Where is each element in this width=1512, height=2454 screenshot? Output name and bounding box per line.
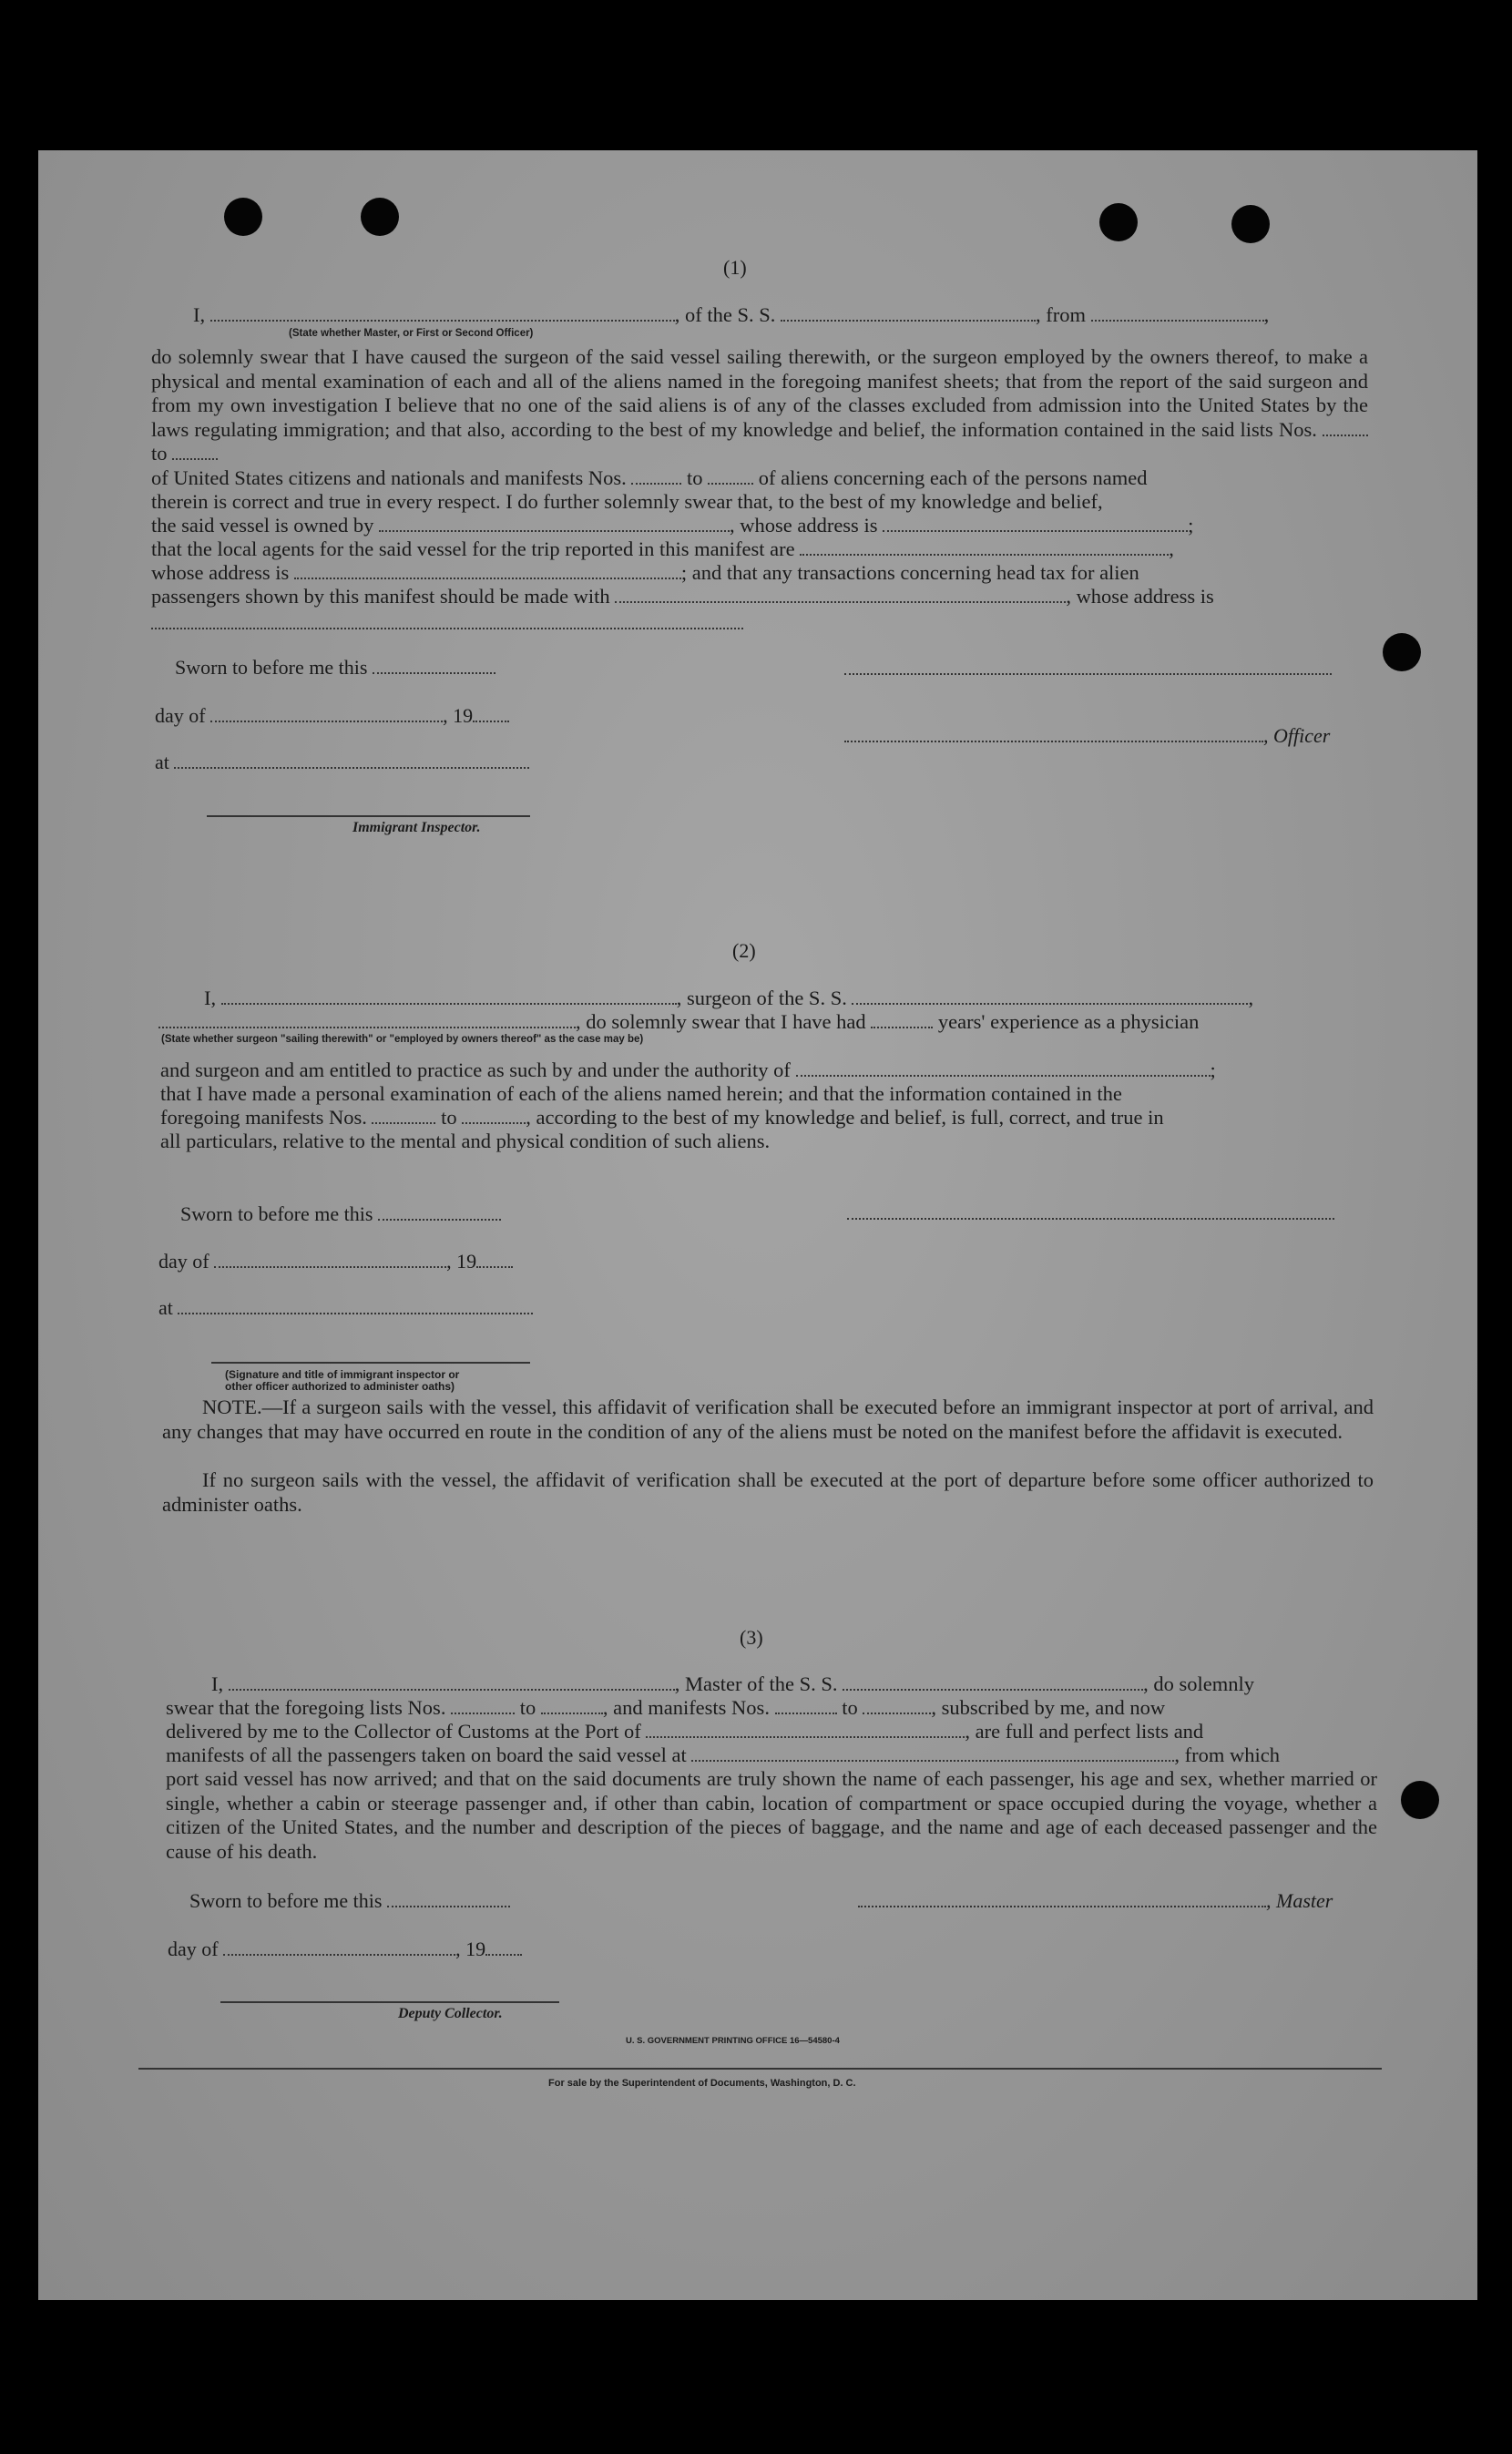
blank-s2-manifest-to[interactable] bbox=[462, 1122, 526, 1124]
s1-sworn bbox=[175, 656, 495, 680]
blank-sworn-year[interactable] bbox=[473, 721, 509, 722]
s1-text: ; and that any transactions concerning head tax for alien bbox=[680, 561, 1139, 584]
deputy-collector-caption: Deputy Collector. bbox=[398, 2006, 503, 2021]
s1-text: to bbox=[151, 442, 168, 465]
s2-at bbox=[158, 1296, 533, 1320]
s3-line-1 bbox=[211, 1672, 1254, 1696]
blank-master-name[interactable] bbox=[229, 1689, 675, 1691]
blank-owner-address[interactable] bbox=[883, 530, 1188, 532]
s3-dayof bbox=[168, 1938, 522, 1961]
s3-text: , do solemnly bbox=[1143, 1672, 1254, 1695]
blank-port-of-embarkation[interactable] bbox=[691, 1760, 1174, 1762]
s1-line-owned bbox=[151, 514, 1193, 537]
deputy-collector-signature-line[interactable] bbox=[220, 2001, 559, 2003]
s2-line-2 bbox=[158, 1010, 1199, 1034]
s1-text: , whose address is bbox=[729, 514, 878, 537]
blank-sworn-month[interactable] bbox=[210, 721, 443, 722]
inspector-caption: Immigrant Inspector. bbox=[352, 820, 481, 835]
s3-text: swear that the foregoing lists Nos. bbox=[166, 1696, 446, 1719]
blank-authority[interactable] bbox=[796, 1075, 1211, 1077]
punch-hole bbox=[224, 198, 262, 236]
blank-s3-sworn-year[interactable] bbox=[485, 1954, 522, 1956]
s1-line-whose bbox=[151, 561, 1139, 585]
s3-sworn bbox=[189, 1889, 510, 1913]
blank-lists-to[interactable] bbox=[172, 458, 218, 460]
s1-text: at bbox=[155, 751, 169, 773]
punch-hole bbox=[1401, 1781, 1439, 1819]
s3-line-4 bbox=[166, 1743, 1280, 1767]
blank-years-experience[interactable] bbox=[871, 1027, 933, 1028]
s1-text: passengers shown by this manifest should be made with bbox=[151, 585, 610, 608]
blank-surgeon-status[interactable] bbox=[158, 1027, 576, 1028]
s1-text: , of the S. S. bbox=[674, 303, 776, 326]
s3-text: , subscribed by me, and now bbox=[931, 1696, 1166, 1719]
s2-text: , do solemnly swear that I have had bbox=[576, 1010, 866, 1033]
s1-text: , bbox=[1169, 537, 1174, 560]
s2-sig-caption-2: other officer authorized to administer oaths) bbox=[225, 1380, 455, 1393]
punch-hole bbox=[1383, 633, 1421, 671]
s1-text: of aliens concerning each of the persons named bbox=[758, 466, 1148, 489]
s3-master-signature bbox=[858, 1889, 1333, 1913]
s1-text: of United States citizens and nationals and manifests Nos. bbox=[151, 466, 627, 489]
blank-head-tax-address[interactable] bbox=[151, 628, 743, 629]
s2-text: , according to the best of my knowledge and belief, is full, correct, and true in bbox=[526, 1106, 1164, 1129]
blank-s2-sworn-month[interactable] bbox=[214, 1266, 446, 1268]
footer-rule bbox=[138, 2068, 1382, 2070]
s1-text: to bbox=[687, 466, 703, 489]
officer-signature-line-1[interactable] bbox=[844, 673, 1332, 675]
s1-at bbox=[155, 751, 529, 774]
s1-line-passengers bbox=[151, 585, 1214, 608]
blank-vessel-name[interactable] bbox=[781, 320, 1036, 322]
s2-text: , bbox=[1248, 987, 1254, 1009]
s3-paragraph: port said vessel has now arrived; and that on the said documents are truly shown the name of each passenger, his age and sex, whether married or single, whether a cabin or steerage passenger and, if other than cabin, location of compartment or space occupied during the voyage, whether a citizen of the United States, and the number and description of the pieces of baggage, and the name and age of each deceased passenger and the cause of his death. bbox=[166, 1767, 1377, 1863]
section-1-number: (1) bbox=[723, 256, 747, 279]
s1-text: , bbox=[1263, 303, 1270, 326]
s2-text: at bbox=[158, 1296, 173, 1319]
blank-s3-lists-from[interactable] bbox=[451, 1713, 515, 1714]
s2-text: , 19 bbox=[446, 1250, 477, 1273]
blank-s2-sworn-place[interactable] bbox=[178, 1313, 533, 1314]
s2-text: foregoing manifests Nos. bbox=[160, 1106, 367, 1129]
master-caption: , Master bbox=[1266, 1889, 1333, 1912]
s2-surgeon-hint: (State whether surgeon "sailing therewith" or "employed by owners thereof" as the case may be) bbox=[161, 1034, 644, 1045]
blank-lists-from[interactable] bbox=[1323, 435, 1368, 436]
s2-text: years' experience as a physician bbox=[937, 1010, 1200, 1033]
officer-signature bbox=[844, 724, 1330, 748]
s1-text: the said vessel is owned by bbox=[151, 514, 374, 537]
gpo-imprint: U. S. GOVERNMENT PRINTING OFFICE 16—54580-4 bbox=[626, 2036, 840, 2046]
s3-text: , from which bbox=[1174, 1743, 1280, 1766]
s3-text: , are full and perfect lists and bbox=[965, 1720, 1204, 1743]
form-page bbox=[38, 150, 1477, 2300]
blank-s3-lists-to[interactable] bbox=[541, 1713, 603, 1714]
s1-line-1 bbox=[193, 303, 1269, 327]
punch-hole bbox=[361, 198, 399, 236]
s2-line-5 bbox=[160, 1106, 1164, 1130]
blank-s3-vessel[interactable] bbox=[843, 1689, 1143, 1691]
officer-signature-line-2[interactable] bbox=[844, 741, 1263, 742]
s2-text: ; bbox=[1210, 1058, 1216, 1081]
s3-line-3 bbox=[166, 1720, 1203, 1743]
blank-agents-address[interactable] bbox=[294, 578, 681, 579]
s1-line-us-citizens bbox=[151, 466, 1148, 490]
blank-owner[interactable] bbox=[379, 530, 730, 532]
s1-text: whose address is bbox=[151, 561, 290, 584]
blank-surgeon-name[interactable] bbox=[221, 1003, 677, 1005]
section-3-number: (3) bbox=[740, 1626, 763, 1649]
blank-agents[interactable] bbox=[800, 554, 1169, 556]
blank-s3-sworn-month[interactable] bbox=[223, 1954, 455, 1956]
blank-s2-sworn-year[interactable] bbox=[476, 1266, 513, 1268]
s1-text: , 19 bbox=[443, 704, 474, 727]
s2-line-4: that I have made a personal examination of each of the aliens named herein; and that the information contained in the bbox=[160, 1082, 1122, 1105]
blank-s3-manifest-from[interactable] bbox=[775, 1713, 837, 1714]
s1-text: that the local agents for the said vessel for the trip reported in this manifest are bbox=[151, 537, 795, 560]
sale-notice: For sale by the Superintendent of Documents, Washington, D. C. bbox=[548, 2078, 856, 2089]
blank-manifest-to[interactable] bbox=[708, 483, 753, 485]
s3-text: day of bbox=[168, 1938, 219, 1960]
punch-hole bbox=[1099, 203, 1138, 241]
s2-text: I, bbox=[204, 987, 217, 1009]
inspector-signature-line[interactable] bbox=[207, 815, 530, 817]
s3-text: to bbox=[842, 1696, 858, 1719]
blank-sworn-day[interactable] bbox=[373, 672, 495, 674]
s3-line-2 bbox=[166, 1696, 1165, 1720]
s2-line-6: all particulars, relative to the mental and physical condition of such aliens. bbox=[160, 1130, 771, 1152]
punch-hole bbox=[1231, 205, 1270, 243]
s3-text: , Master of the S. S. bbox=[674, 1672, 838, 1695]
s3-text: , 19 bbox=[455, 1938, 486, 1960]
s1-text: , from bbox=[1036, 303, 1087, 326]
s1-text: I, bbox=[193, 303, 206, 326]
s3-text: , and manifests Nos. bbox=[602, 1696, 770, 1719]
s3-text: Sworn to before me this bbox=[189, 1889, 383, 1912]
s2-text: and surgeon and am entitled to practice as such by and under the authority of bbox=[160, 1058, 791, 1081]
s1-officer-hint: (State whether Master, or First or Second Officer) bbox=[289, 328, 534, 339]
s3-text: to bbox=[519, 1696, 536, 1719]
s1-text: Sworn to before me this bbox=[175, 656, 368, 679]
s2-line-3 bbox=[160, 1058, 1216, 1082]
s2-sig-caption-1: (Signature and title of immigrant inspector or bbox=[225, 1368, 460, 1381]
s3-text: I, bbox=[211, 1672, 224, 1695]
s1-line-therein: therein is correct and true in every respect. I do further solemnly swear that, to the best of my knowledge and belief, bbox=[151, 490, 1103, 513]
s2-text: day of bbox=[158, 1250, 209, 1273]
s1-dayof bbox=[155, 704, 509, 728]
blank-officer-name[interactable] bbox=[210, 320, 675, 322]
s2-note-2: If no surgeon sails with the vessel, the affidavit of verification shall be executed at the port of departure before some officer authorized to administer oaths. bbox=[162, 1468, 1374, 1516]
blank-s2-sworn-day[interactable] bbox=[378, 1219, 501, 1221]
blank-sworn-place[interactable] bbox=[174, 767, 529, 769]
s2-text: Sworn to before me this bbox=[180, 1202, 373, 1225]
s2-officer-signature-line[interactable] bbox=[211, 1362, 530, 1364]
officer-caption: , Officer bbox=[1263, 724, 1331, 747]
s2-note-1: NOTE.—If a surgeon sails with the vessel, this affidavit of verification shall be executed before an immigrant inspector at port of arrival, and any changes that may have occurred en route in the condition of any of the aliens must be noted on the manifest before the affidavit is executed. bbox=[162, 1396, 1374, 1443]
blank-s2-manifest-from[interactable] bbox=[372, 1122, 435, 1124]
master-signature-line[interactable] bbox=[858, 1906, 1266, 1907]
blank-s3-manifest-to[interactable] bbox=[863, 1713, 931, 1714]
s1-line-agents bbox=[151, 537, 1174, 561]
s1-paragraph bbox=[151, 345, 1368, 466]
s3-text: manifests of all the passengers taken on board the said vessel at bbox=[166, 1743, 687, 1766]
s2-dayof bbox=[158, 1250, 513, 1273]
s3-text: delivered by me to the Collector of Customs at the Port of bbox=[166, 1720, 641, 1743]
s1-text: , whose address is bbox=[1066, 585, 1214, 608]
s2-text: , surgeon of the S. S. bbox=[676, 987, 847, 1009]
blank-s3-sworn-day[interactable] bbox=[387, 1906, 510, 1907]
s1-text: day of bbox=[155, 704, 206, 727]
blank-port-of-arrival[interactable] bbox=[646, 1736, 965, 1738]
section-2-number: (2) bbox=[732, 939, 756, 962]
blank-manifest-from[interactable] bbox=[631, 483, 681, 485]
s2-sworn bbox=[180, 1202, 501, 1226]
blank-from-port[interactable] bbox=[1091, 320, 1264, 322]
s1-text: ; bbox=[1188, 514, 1194, 537]
s2-line-1 bbox=[204, 987, 1253, 1010]
s2-signature-line[interactable] bbox=[847, 1218, 1334, 1220]
s2-text: to bbox=[441, 1106, 457, 1129]
blank-head-tax-contact[interactable] bbox=[615, 601, 1066, 603]
blank-s2-vessel[interactable] bbox=[852, 1003, 1248, 1005]
s1-paragraph-text: do solemnly swear that I have caused the surgeon of the said vessel sailing therewith, or the surgeon employed by the owners thereof, to make a physical and mental examination of each and all of the aliens named in the foregoing manifest sheets; that from the report of the said surgeon and from my own investigation I believe that no one of the said aliens is of any of the classes excluded from admission into the United States by the laws regulating immigration; and that also, according to the best of my knowledge and belief, the information contained in the said lists Nos. bbox=[151, 345, 1368, 441]
